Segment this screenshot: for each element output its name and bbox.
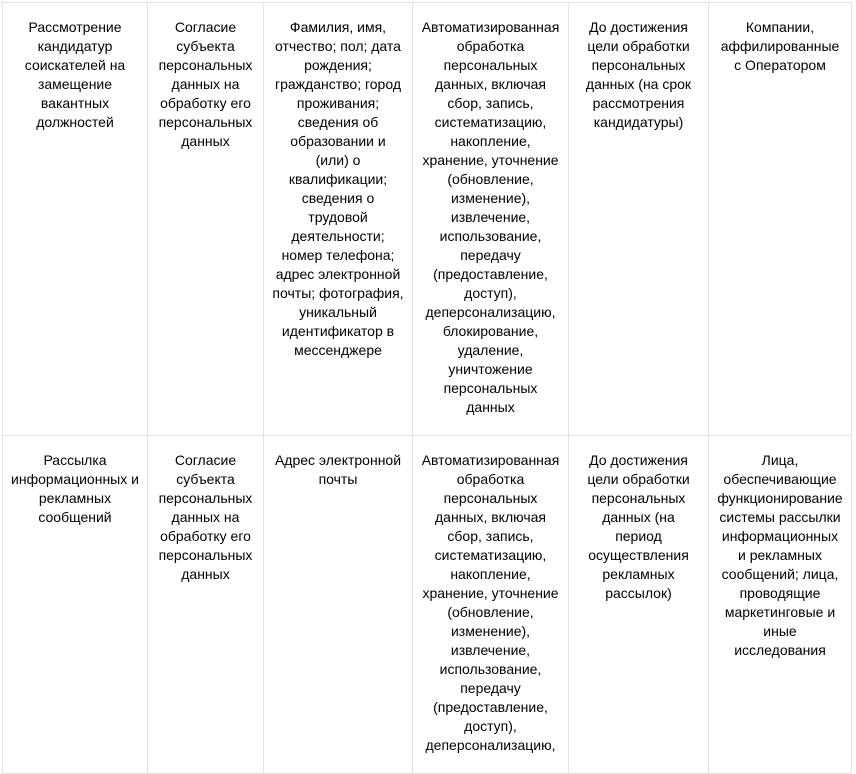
personal-data-table	[2, 2, 852, 774]
cell-legal-basis: Согласие субъекта персональных данных на обработку его персональных данных	[148, 3, 264, 436]
cell-processing-actions: Автоматизированная обработка персональных данных, включая сбор, запись, систематизацию, накопление, хранение, уточнение (обновление, изменение), извлечение, использование, передачу (предоставление, доступ), деперсонализацию, блокирование, удаление, уничтожение персональных данных	[413, 3, 569, 436]
cell-recipients: Лица, обеспечивающие функционирование системы рассылки информационных и рекламных сообщений; лица, проводящие маркетинговые и иные исследования	[709, 436, 852, 774]
cell-retention-period: До достижения цели обработки персональных данных (на срок рассмотрения кандидатуры)	[569, 3, 709, 436]
cell-legal-basis: Согласие субъекта персональных данных на обработку его персональных данных	[148, 436, 264, 774]
table-row-candidates	[3, 3, 852, 436]
cell-data-categories: Фамилия, имя, отчество; пол; дата рождения; гражданство; город проживания; сведения об образовании и (или) о квалификации; сведения о трудовой деятельности; номер телефона; адрес электронной почты; фотография, уникальный идентификатор в мессенджере	[264, 3, 413, 436]
cell-purpose: Рассмотрение кандидатур соискателей на замещение вакантных должностей	[3, 3, 148, 436]
cell-purpose: Рассылка информационных и рекламных сообщений	[3, 436, 148, 774]
cell-data-categories: Адрес электронной почты	[264, 436, 413, 774]
cell-retention-period: До достижения цели обработки персональных данных (на период осуществления рекламных рассылок)	[569, 436, 709, 774]
page	[0, 2, 856, 760]
table-row-mailing	[3, 436, 852, 774]
cell-processing-actions: Автоматизированная обработка персональных данных, включая сбор, запись, систематизацию, накопление, хранение, уточнение (обновление, изменение), извлечение, использование, передачу (предоставление, доступ), деперсонализацию,	[413, 436, 569, 774]
cell-recipients: Компании, аффилированные с Оператором	[709, 3, 852, 436]
